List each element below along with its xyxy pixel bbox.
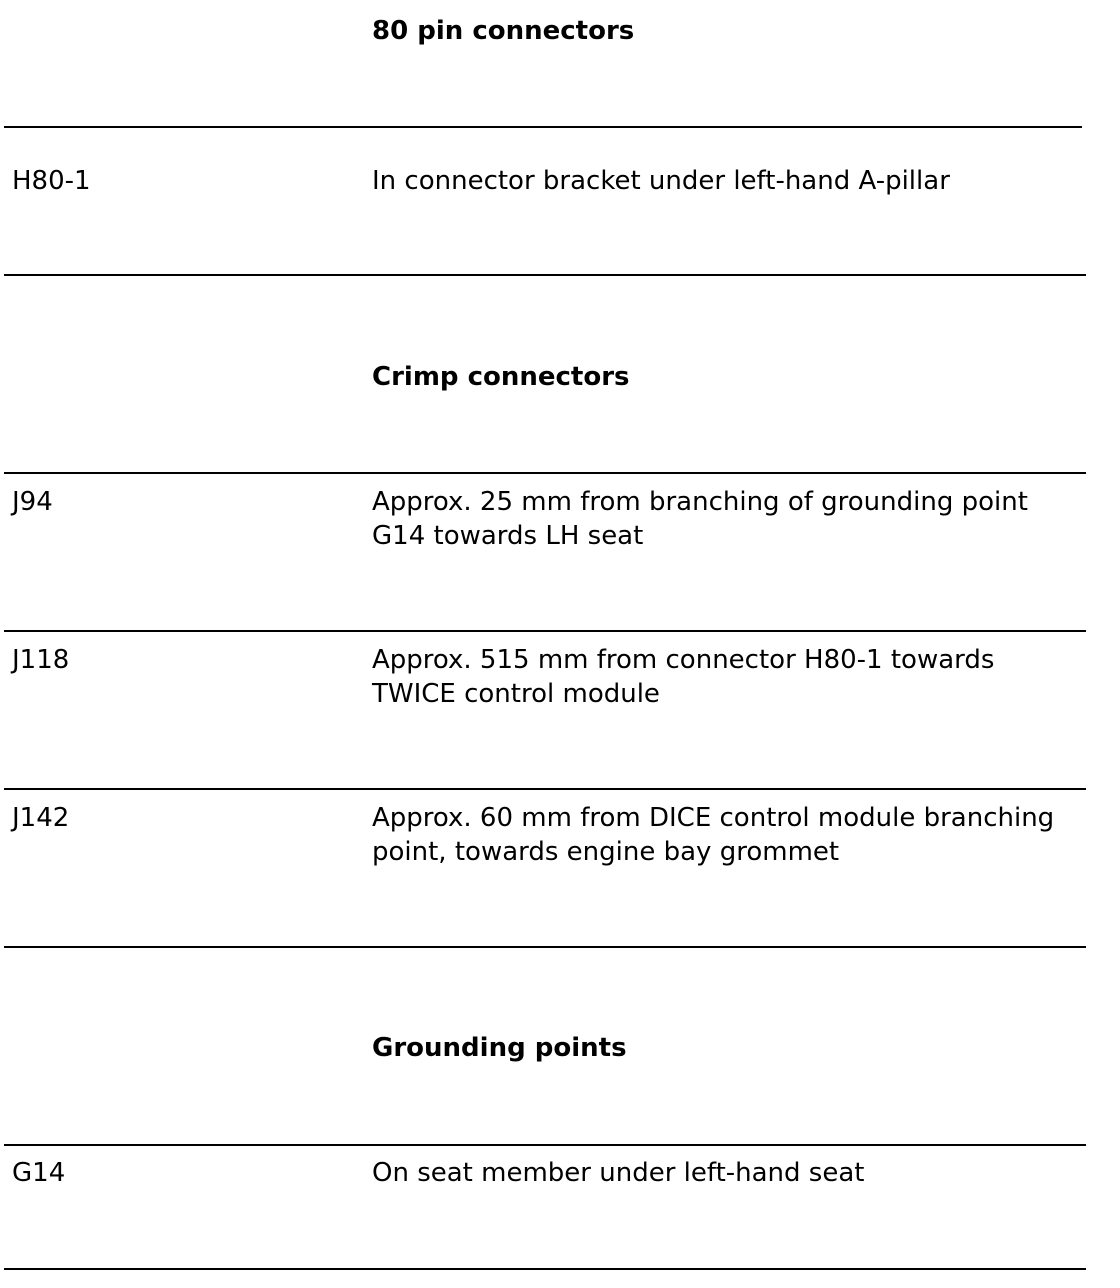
location-description: Approx. 25 mm from branching of grounding point G14 towards LH seat [372, 487, 1028, 551]
connector-id: J94 [12, 487, 53, 517]
location-description: In connector bracket under left-hand A-pillar [372, 166, 950, 196]
location-description: On seat member under left-hand seat [372, 1158, 865, 1188]
table-divider [4, 788, 1086, 790]
table-divider [4, 630, 1086, 632]
section-heading-grounding-points: Grounding points [372, 1033, 627, 1063]
connector-id: J142 [12, 803, 70, 833]
section-heading-80-pin-connectors: 80 pin connectors [372, 16, 635, 46]
table-divider [4, 274, 1086, 276]
grounding-point-id: G14 [12, 1158, 66, 1188]
location-description: Approx. 60 mm from DICE control module branching point, towards engine bay grommet [372, 803, 1055, 867]
connector-id: J118 [12, 645, 70, 675]
table-divider [4, 472, 1086, 474]
connector-id: H80-1 [12, 166, 91, 196]
table-divider [4, 946, 1086, 948]
table-divider [4, 126, 1082, 128]
location-description: Approx. 515 mm from connector H80-1 towards TWICE control module [372, 645, 995, 709]
section-heading-crimp-connectors: Crimp connectors [372, 362, 630, 392]
table-divider [4, 1144, 1086, 1146]
table-divider [4, 1268, 1086, 1270]
